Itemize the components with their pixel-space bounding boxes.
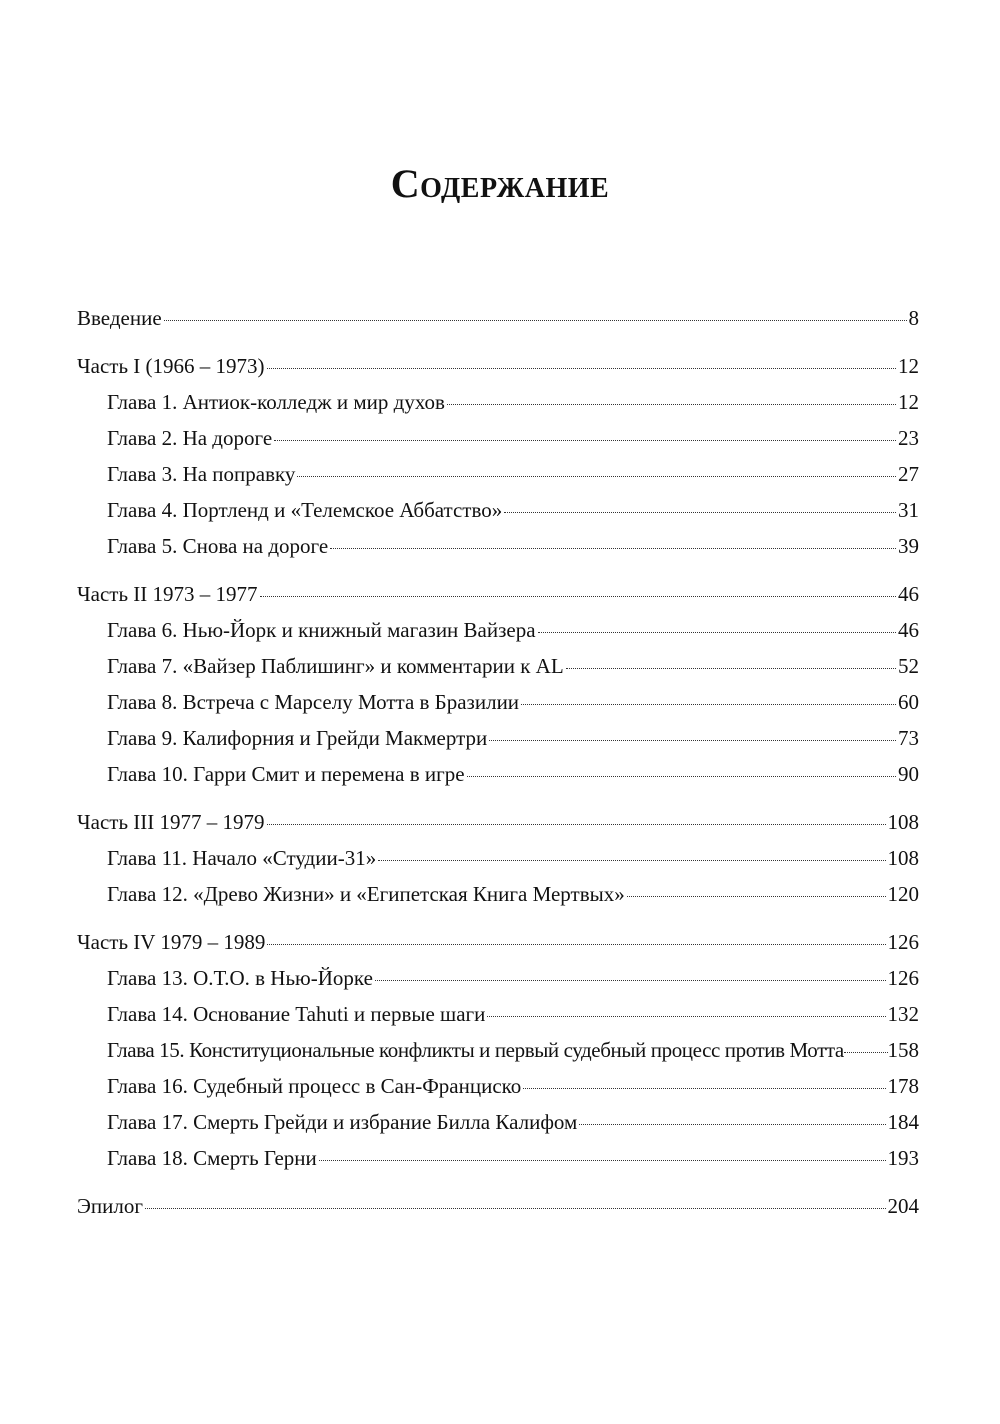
toc-entry-label: Введение: [77, 306, 162, 330]
dot-leader: [523, 1088, 885, 1089]
toc-entry-chapter-12[interactable]: [77, 876, 919, 912]
table-of-contents: [77, 300, 919, 1224]
toc-entry-label: Глава 11. Начало «Студии-31»: [107, 846, 377, 870]
dot-leader: [504, 512, 896, 513]
dot-leader: [267, 368, 896, 369]
section-gap: [77, 912, 919, 924]
section-gap: [77, 564, 919, 576]
dot-leader: [297, 476, 896, 477]
section-gap: [77, 792, 919, 804]
page-title: Содержание: [390, 161, 610, 206]
toc-entry-chapter-3[interactable]: [77, 456, 919, 492]
section-gap: [77, 1176, 919, 1188]
toc-entry-label: Глава 17. Смерть Грейди и избрание Билла Калифом: [107, 1110, 578, 1134]
dot-leader: [267, 824, 886, 825]
toc-entry-label: Глава 3. На поправку: [107, 462, 296, 486]
toc-entry-label: Глава 18. Смерть Герни: [107, 1146, 317, 1170]
toc-entry-part-2[interactable]: [77, 576, 919, 612]
toc-entry-chapter-15[interactable]: [77, 1032, 919, 1068]
toc-entry-label: Глава 10. Гарри Смит и перемена в игре: [107, 762, 465, 786]
toc-entry-part-3[interactable]: [77, 804, 919, 840]
toc-entry-chapter-10[interactable]: [77, 756, 919, 792]
toc-entry-label: Глава 4. Портленд и «Телемское Аббатство»: [107, 498, 503, 522]
dot-leader: [145, 1208, 886, 1209]
toc-entry-label: Глава 2. На дороге: [107, 426, 273, 450]
dot-leader: [375, 980, 886, 981]
toc-page-number: 12: [898, 390, 919, 414]
dot-leader: [566, 668, 896, 669]
toc-entry-chapter-16[interactable]: [77, 1068, 919, 1104]
dot-leader: [378, 860, 885, 861]
toc-page-number: 90: [898, 762, 919, 786]
toc-entry-label: Глава 15. Конституциональные конфликты и первый судебный процесс против Мотта: [107, 1038, 844, 1062]
dot-leader: [844, 1052, 888, 1053]
section-gap: [77, 336, 919, 348]
toc-page-number: 108: [887, 846, 919, 870]
dot-leader: [521, 704, 896, 705]
toc-entry-chapter-5[interactable]: [77, 528, 919, 564]
toc-entry-chapter-11[interactable]: [77, 840, 919, 876]
toc-entry-part-1[interactable]: [77, 348, 919, 384]
toc-page-number: 184: [887, 1110, 919, 1134]
toc-entry-chapter-6[interactable]: [77, 612, 919, 648]
toc-entry-chapter-17[interactable]: [77, 1104, 919, 1140]
toc-page-number: 108: [887, 810, 919, 834]
dot-leader: [487, 1016, 885, 1017]
toc-page-number: 23: [898, 426, 919, 450]
dot-leader: [319, 1160, 886, 1161]
toc-entry-label: Глава 8. Встреча с Марселу Мотта в Бразилии: [107, 690, 520, 714]
toc-entry-label: Глава 13. О.Т.О. в Нью-Йорке: [107, 966, 373, 990]
toc-entry-chapter-13[interactable]: [77, 960, 919, 996]
toc-entry-intro[interactable]: [77, 300, 919, 336]
toc-page-number: 178: [887, 1074, 919, 1098]
dot-leader: [538, 632, 896, 633]
dot-leader: [627, 896, 886, 897]
toc-page-number: 39: [898, 534, 919, 558]
dot-leader: [260, 596, 896, 597]
toc-entry-chapter-7[interactable]: [77, 648, 919, 684]
toc-page-number: 60: [898, 690, 919, 714]
toc-entry-label: Глава 14. Основание Tahuti и первые шаги: [107, 1002, 486, 1026]
dot-leader: [489, 740, 896, 741]
dot-leader: [164, 320, 907, 321]
toc-entry-chapter-14[interactable]: [77, 996, 919, 1032]
toc-entry-part-4[interactable]: [77, 924, 919, 960]
toc-entry-chapter-18[interactable]: [77, 1140, 919, 1176]
toc-page-number: 31: [898, 498, 919, 522]
toc-page-number: 193: [887, 1146, 919, 1170]
toc-page-number: 8: [908, 306, 919, 330]
toc-entry-label: Часть I (1966 – 1973): [77, 354, 265, 378]
toc-page-number: 73: [898, 726, 919, 750]
toc-entry-label: Глава 6. Нью-Йорк и книжный магазин Вайзера: [107, 618, 536, 642]
toc-entry-label: Глава 12. «Древо Жизни» и «Египетская Книга Мертвых»: [107, 882, 625, 906]
toc-page-number: 132: [887, 1002, 919, 1026]
toc-entry-epilogue[interactable]: [77, 1188, 919, 1224]
dot-leader: [579, 1124, 885, 1125]
toc-page-number: 120: [887, 882, 919, 906]
dot-leader: [467, 776, 896, 777]
dot-leader: [447, 404, 896, 405]
toc-entry-label: Эпилог: [77, 1194, 143, 1218]
toc-page-number: 12: [898, 354, 919, 378]
toc-entry-label: Часть III 1977 – 1979: [77, 810, 265, 834]
toc-page-number: 204: [887, 1194, 919, 1218]
toc-entry-chapter-9[interactable]: [77, 720, 919, 756]
toc-page-number: 46: [898, 618, 919, 642]
dot-leader: [267, 944, 885, 945]
toc-entry-chapter-8[interactable]: [77, 684, 919, 720]
toc-entry-label: Глава 1. Антиок-колледж и мир духов: [107, 390, 445, 414]
toc-page-number: 52: [898, 654, 919, 678]
toc-page-number: 46: [898, 582, 919, 606]
dot-leader: [274, 440, 896, 441]
toc-entry-label: Глава 5. Снова на дороге: [107, 534, 329, 558]
toc-page-number: 27: [898, 462, 919, 486]
toc-entry-chapter-4[interactable]: [77, 492, 919, 528]
toc-entry-label: Часть II 1973 – 1977: [77, 582, 258, 606]
toc-entry-label: Глава 7. «Вайзер Паблишинг» и комментарии к AL: [107, 654, 564, 678]
toc-entry-chapter-2[interactable]: [77, 420, 919, 456]
toc-page-number: 126: [887, 930, 919, 954]
toc-page-number: 126: [887, 966, 919, 990]
toc-entry-label: Часть IV 1979 – 1989: [77, 930, 266, 954]
toc-entry-label: Глава 16. Судебный процесс в Сан-Франциско: [107, 1074, 522, 1098]
toc-entry-chapter-1[interactable]: [77, 384, 919, 420]
toc-page-number: 158: [887, 1038, 919, 1062]
toc-entry-label: Глава 9. Калифорния и Грейди Макмертри: [107, 726, 488, 750]
dot-leader: [330, 548, 896, 549]
